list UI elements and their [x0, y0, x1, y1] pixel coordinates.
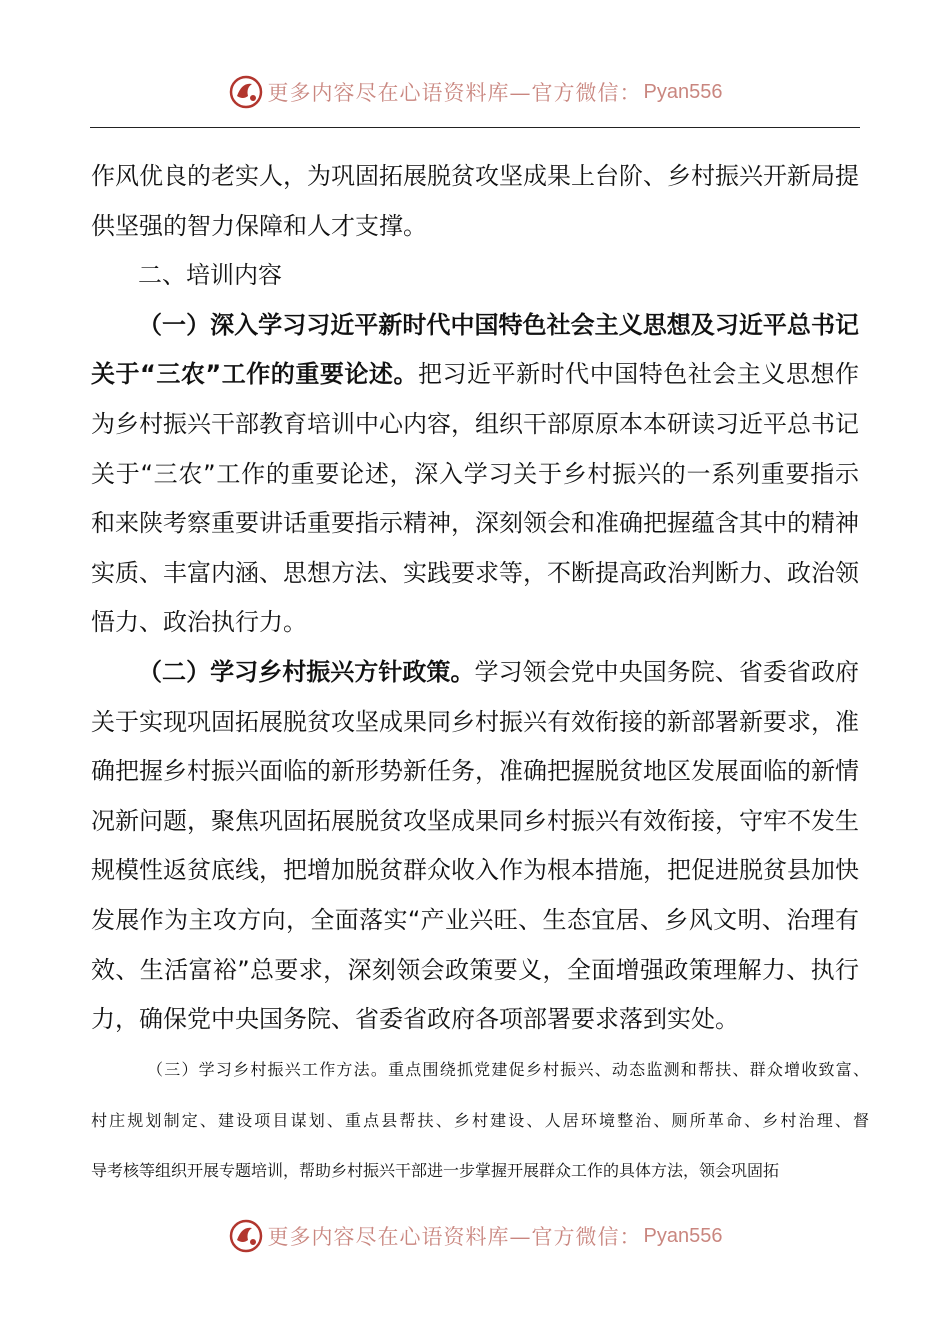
p3-line8: 力，确保党中央国务院、省委省政府各项部署要求落到实处。	[91, 1005, 739, 1034]
p2-line2	[91, 350, 859, 400]
p2-line3: 为乡村振兴干部教育培训中心内容，组织干部原原本本研读习近平总书记	[91, 409, 859, 438]
watermark-text: 更多内容尽在心语资料库—官方微信：	[267, 1225, 642, 1249]
p3-line7: 效、生活富裕”总要求，深刻领会政策要义，全面增强政策理解力、执行	[91, 955, 859, 984]
p2-line5: 和来陕考察重要讲话重要指示精神，深刻领会和准确把握蕴含其中的精神	[91, 509, 859, 538]
p3-line3: 确把握乡村振兴面临的新形势新任务，准确把握脱贫地区发展面临的新情	[91, 757, 859, 786]
wechat-id: Pyan556	[643, 80, 723, 103]
section-heading: 二、培训内容	[138, 261, 282, 290]
p4-line2: 村庄规划制定、建设项目谋划、重点县帮扶、乡村建设、人居环境整治、厕所革命、乡村治理、督	[91, 1111, 869, 1130]
p1-line1: 作风优良的老实人，为巩固拓展脱贫攻坚成果上台阶、乡村振兴开新局提	[91, 162, 859, 190]
logo-icon	[228, 1218, 264, 1254]
p2-bold-line1: （一）深入学习习近平新时代中国特色社会主义思想及习近平总书记	[138, 310, 859, 339]
p2-line6: 实质、丰富内涵、思想方法、实践要求等，不断提高政治判断力、政治领	[91, 558, 859, 587]
p2-line7: 悟力、政治执行力。	[91, 608, 307, 637]
p3-line1-rest: 学习领会党中央国务院、省委省政府	[474, 657, 859, 686]
header-divider	[90, 127, 860, 128]
document-body	[91, 152, 859, 1045]
p3-bold-title: （二）学习乡村振兴方针政策。	[138, 657, 475, 686]
p3-line1	[91, 648, 859, 698]
p3-line2: 关于实现巩固拓展脱贫攻坚成果同乡村振兴有效衔接的新部署新要求，准	[91, 707, 859, 736]
p3-line6: 发展作为主攻方向，全面落实“产业兴旺、生态宜居、乡风文明、治理有	[91, 905, 859, 934]
p2-line4: 关于“三农”工作的重要论述，深入学习关于乡村振兴的一系列重要指示	[91, 459, 859, 488]
p2-line2-rest: 把习近平新时代中国特色社会主义思想作	[417, 360, 859, 389]
p3-line4: 况新问题，聚焦巩固拓展脱贫攻坚成果同乡村振兴有效衔接，守牢不发生	[91, 806, 859, 835]
p1-line2: 供坚强的智力保障和人才支撑。	[91, 211, 427, 240]
wechat-id: Pyan556	[643, 1224, 723, 1247]
p4-line3: 导考核等组织开展专题培训，帮助乡村振兴干部进一步掌握开展群众工作的具体方法，领会巩固拓	[91, 1161, 780, 1180]
p4-line1: （三）学习乡村振兴工作方法。重点围绕抓党建促乡村振兴、动态监测和帮扶、群众增收致富、	[147, 1060, 869, 1079]
p2-bold-line2: 关于“三农”工作的重要论述。	[91, 360, 418, 389]
watermark-text: 更多内容尽在心语资料库—官方微信：	[267, 81, 642, 105]
logo-icon	[228, 74, 264, 110]
footer-watermark	[0, 1216, 950, 1256]
p3-line5: 规模性返贫底线，把增加脱贫群众收入作为根本措施，把促进脱贫县加快	[91, 856, 859, 885]
header-watermark	[0, 72, 950, 112]
